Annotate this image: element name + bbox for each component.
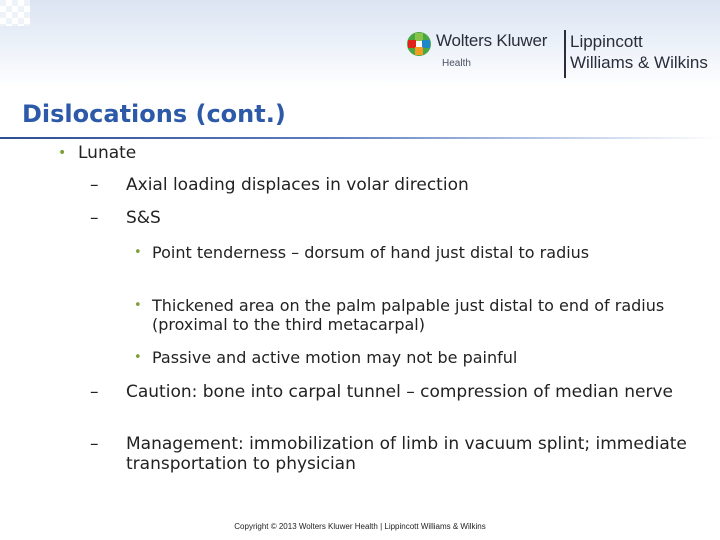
bullet-text: S&S (126, 208, 161, 228)
bullet-text: Axial loading displaces in volar direction (126, 175, 469, 195)
brand-primary: Wolters Kluwer (436, 31, 548, 50)
copyright-footer: Copyright © 2013 Wolters Kluwer Health | Lippincott Williams & Wilkins (234, 522, 486, 531)
logo-divider (564, 30, 566, 78)
brand-sub: Health (442, 58, 471, 69)
bullet-axial-loading (90, 175, 700, 195)
brand-secondary-line2: Williams & Wilkins (570, 53, 708, 72)
publisher-logo (406, 28, 716, 80)
bullet-passive-active-motion (134, 348, 674, 367)
dash-marker: – (90, 434, 99, 454)
bullet-marker: • (134, 298, 142, 313)
bullet-thickened-area (134, 296, 674, 334)
brand-secondary-line1: Lippincott (570, 32, 643, 51)
bullet-marker: • (134, 245, 142, 260)
bullet-text: Passive and active motion may not be painful (152, 348, 518, 367)
bullet-lunate (58, 143, 698, 163)
bullet-marker: • (134, 350, 142, 365)
bullet-text: Lunate (78, 143, 137, 163)
bullet-signs-symptoms (90, 208, 700, 228)
bullet-management (90, 434, 700, 474)
slide-title: Dislocations (cont.) (22, 100, 286, 128)
corner-pattern (0, 0, 30, 26)
bullet-text: Caution: bone into carpal tunnel – compression of median nerve (126, 382, 673, 402)
wolters-kluwer-globe-icon (406, 31, 432, 57)
bullet-point-tenderness (134, 243, 674, 262)
title-underline (0, 137, 720, 139)
bullet-text: Management: immobilization of limb in vacuum splint; immediate transportation to physician (126, 434, 687, 474)
bullet-text: Point tenderness – dorsum of hand just distal to radius (152, 243, 590, 262)
dash-marker: – (90, 382, 99, 402)
dash-marker: – (90, 175, 99, 195)
bullet-text: Thickened area on the palm palpable just distal to end of radius (proximal to the third metacarpal) (152, 296, 665, 334)
dash-marker: – (90, 208, 99, 228)
bullet-caution (90, 382, 700, 402)
brand-secondary (570, 31, 708, 73)
bullet-marker: • (58, 145, 67, 161)
